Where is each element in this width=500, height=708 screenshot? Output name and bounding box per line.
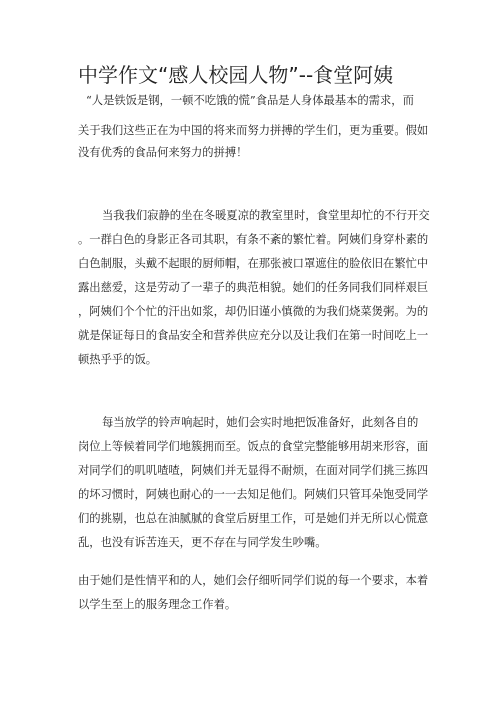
text-line: 由于她们是性情平和的人，她们会仔细听同学们说的每一个要求，本着: [78, 574, 429, 587]
text-line: 乱，也没有诉苦连天，更不存在与同学发生吵嘴。: [78, 536, 327, 549]
text-line: 的坏习惯时，阿姨也耐心的一一去知足他们。阿姨们只管耳朵饱受同学: [78, 488, 429, 501]
text-line: 。一群白色的身影正各司其职，有条不紊的繁忙着。阿姨们身穿朴素的: [78, 233, 429, 246]
text-line: 顿热乎乎的饭。: [78, 353, 158, 366]
text-line: 以学生至上的服务理念工作着。: [78, 598, 237, 611]
text-line: 岗位上等候着同学们地簇拥而至。饭点的食堂完整能够用胡来形容，面: [78, 440, 429, 453]
essay-title: 中学作文“感人校园人物”--食堂阿姨: [78, 63, 394, 87]
text-line: 露出慈爱，这是劳动了一辈子的典范相貌。她们的任务同我们同样艰巨: [78, 281, 429, 294]
text-line: 没有优秀的食品何来努力的拼搏！: [78, 146, 248, 159]
text-line: 就是保证每日的食品安全和营养供应充分以及让我们在第一时间吃上一: [78, 329, 429, 342]
text-line: “人是铁饭是钢，一顿不吃饿的慌”食品是人身体最基本的需求，而: [86, 94, 414, 107]
text-line: 关于我们这些正在为中国的将来而努力拼搏的学生们，更为重要。假如: [78, 124, 429, 137]
text-line: 对同学们的叽叽喳喳，阿姨们并无显得不耐烦，在面对同学们挑三拣四: [78, 464, 429, 477]
text-line: 白色制服，头戴不起眼的厨师帽，在那张被口罩遮住的脸依旧在繁忙中: [78, 257, 429, 270]
text-line: 每当放学的铃声响起时，她们会实时地把饭准备好，此刻各自的: [102, 416, 419, 429]
text-line: ，阿姨们个个忙的汗出如浆，却仍旧谨小慎微的为我们烧菜煲粥。为的: [78, 305, 429, 318]
text-line: 们的挑剔，也总在油腻腻的食堂后厨里工作，可是她们并无所以心慌意: [78, 512, 429, 525]
text-line: 当我我们寂静的坐在冬暖夏凉的教室里时，食堂里却忙的不行开交: [102, 209, 430, 222]
